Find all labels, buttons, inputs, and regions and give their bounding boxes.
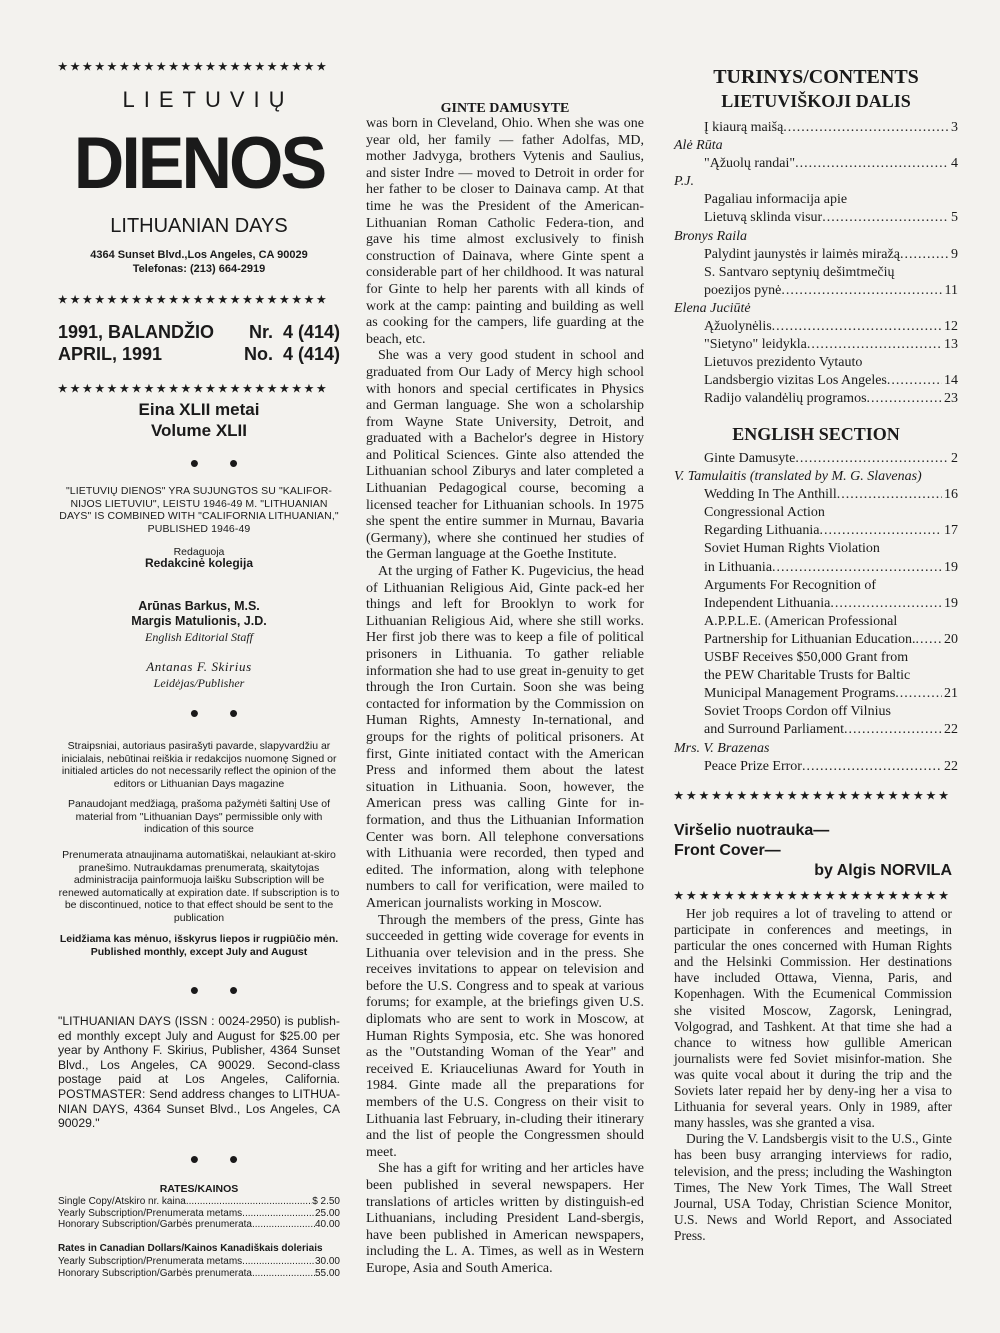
rate-leader xyxy=(186,1196,312,1208)
star-divider: ★★★★★★★★★★★★★★★★★★★★★★ xyxy=(58,383,329,395)
toc-leader xyxy=(807,336,942,354)
issue-lt-number: Nr. 4 (414) xyxy=(248,322,340,342)
canadian-rates-title: Rates in Canadian Dollars/Kainos Kanadiškais doleriais xyxy=(58,1243,323,1254)
toc-entry-title: Partnership for Lithuanian Education. xyxy=(704,631,916,647)
toc-page-number: 22 xyxy=(944,758,958,774)
toc-line xyxy=(674,613,958,631)
rate-leader xyxy=(252,1268,315,1280)
article-paragraph: At the urging of Father K. Pugevicius, the head of Lithuanian Religious Aid, Ginte pack-ed her things and left for Brooklyn to work for Lithuanian Religious Aid, where she still works. Her first job there was to keep a file of political prisoners in Lithuania. To gather reliable information she had to use great in-genuity to get through the Iron Curtain. Soon she was being contacted for information by the Commission on Human Rights, Amnesty In-ternational, and groups for the rights of political prisoners. At first, Ginte initiated contact with the American Press and informed them about the latest situation in Lithuania. Soon, however, the American press was calling Ginte for in-formation, and thus the Lithuanian Information Center was born. All telephone conversations with Lithuania were recorded, then typed and edited. The information, along with telephone numbers to call for verification, were mailed to American journalists working in Moscow. xyxy=(366,564,644,911)
toc-page-number: 22 xyxy=(944,722,958,738)
toc-line-text: Lietuvos prezidento Vytauto xyxy=(704,355,863,371)
rate-label: Yearly Subscription/Prenumerata metams xyxy=(58,1207,243,1219)
canadian-rates-table xyxy=(58,1256,340,1279)
toc-leader xyxy=(822,209,949,227)
article-title: GINTE DAMUSYTE xyxy=(440,101,570,116)
cover-paragraph: During the V. Landsbergis visit to the U.S., Ginte has been busy arranging interviews for radio, television, and the press; including the Washington Times, The New York Times, The Wall Street Journal, USA Today, Christian Science Monitor, U.S. News and World Report, and Associated Press. xyxy=(674,1131,952,1243)
toc-leader xyxy=(867,390,942,408)
toc-line xyxy=(674,191,958,209)
toc-line-text: the PEW Charitable Trusts for Baltic xyxy=(704,668,911,684)
issue-en-date: APRIL, 1991 xyxy=(58,344,163,364)
toc-page-number: 4 xyxy=(951,156,958,172)
star-divider: ★★★★★★★★★★★★★★★★★★★★★★ xyxy=(58,294,329,306)
lt-contents-list xyxy=(674,119,958,409)
toc-line xyxy=(674,540,958,558)
article-paragraph: She has a gift for writing and her articles have been published in several newspapers. Her translations of articles written by distinguish-ed Lithuanians, including President Land-sbergis, have been published in American newspapers, including the L. A. Times, as well as in Western Europe, Asia and South America. xyxy=(366,1161,644,1276)
toc-leader xyxy=(844,721,942,739)
rate-row xyxy=(58,1196,340,1208)
merger-notice: "LIETUVIŲ DIENOS" YRA SUJUNGTOS SU "KALIFOR-NIJOS LIETUVIU", LEISTU 1946-49 M. "LITHUANIAN DAYS" IS COMBINED WITH "CALIFORNIA LITHUANIAN," PUBLISHED 1946-49 xyxy=(59,485,339,535)
toc-entry-title: Palydint jaunystės ir laimės miražą xyxy=(704,246,900,262)
disclaimer: Straipsniai, autoriaus pasirašyti pavarde, slapyvardžiu ar inicialais, nebūtinai reiškia ir redakcijos nuomonę Signed or initialed articles do not necessarily reflect the opinion of the editors or Lithuanian Days magazine xyxy=(61,740,337,790)
toc-page-number: 9 xyxy=(951,246,958,262)
toc-entry-title: Municipal Management Programs xyxy=(704,686,896,702)
toc-leader xyxy=(781,282,942,300)
toc-author: Bronys Raila xyxy=(674,228,747,244)
article-paragraph: Through the members of the press, Ginte has succeeded in getting wide coverage for events in Lithuania over television and in the press. She receives invitations to appear on television and before the U.S. Congress and to speak at various forums; for example, at the briefings given U.S. diplomats who are sent to work in Moscow, at Human Rights Symposia, etc. She was honored as the "Outstanding Woman of the Year" and received E. Kriauceliunas Award for Youth in 1984. Ginte made all the preparations for members of the U.S. Congress on their visit to Lithuania last February, in-cluding their itinerary and the list of people the Congressmen should meet. xyxy=(366,912,644,1160)
toc-author: V. Tamulaitis (translated by M. G. Slavenas) xyxy=(674,469,922,485)
toc-page-number: 19 xyxy=(944,559,958,575)
subscription-notice: Prenumerata atnaujinama automatiškai, nelaukiant at-skiro pranešimo. Nutraukdamas prenumeratą, skaitytojas administracija painformuoja laišku Subscription will be renewed automatically at expiration date. If subscription is to be discontinued, notice to that effect should be sent to the publication xyxy=(58,849,340,924)
toc-entry[interactable] xyxy=(674,721,958,739)
en-contents-list xyxy=(674,450,958,776)
issue-en-number: No. 4 (414) xyxy=(243,344,340,364)
bullet-divider: •• xyxy=(189,698,269,728)
toc-leader xyxy=(895,685,942,703)
toc-line-text: S. Santvaro septynių dešimtmečių xyxy=(704,264,895,280)
toc-entry-title: and Surround Parliament xyxy=(704,722,844,738)
toc-entry[interactable] xyxy=(674,685,958,703)
rate-row xyxy=(58,1219,340,1231)
toc-entry[interactable] xyxy=(674,450,958,468)
toc-leader xyxy=(795,450,949,468)
en-section-title: ENGLISH SECTION xyxy=(732,424,900,444)
toc-entry-title: poezijos pynė xyxy=(704,282,782,298)
toc-leader xyxy=(802,758,942,776)
masthead-lithuanian-days: LITHUANIAN DAYS xyxy=(110,215,288,237)
toc-line-text: USBF Receives $50,000 Grant from xyxy=(704,650,909,666)
toc-line xyxy=(674,649,958,667)
masthead-dienos: DIENOS xyxy=(73,122,325,204)
toc-page-number: 3 xyxy=(951,120,958,135)
toc-leader xyxy=(900,246,949,264)
toc-page-number: 13 xyxy=(944,337,958,353)
star-divider: ★★★★★★★★★★★★★★★★★★★★★★ xyxy=(674,890,952,902)
issn-notice: "LITHUANIAN DAYS (ISSN : 0024-2950) is publish-ed monthly except July and August for $25.00 per year by Anthony F. Skirius, Publisher, 4364 Sunset Blvd., Los Angeles, CA 90029. Second-class postage paid at Los Angeles, California. POSTMASTER: Send address changes to LITHUA-NIAN DAYS, 4364 Sunset Blvd., Los Angeles, CA 90029." xyxy=(58,1014,340,1131)
toc-leader xyxy=(783,119,949,137)
reuse-notice: Panaudojant medžiagą, prašoma pažymėti šaltinį Use of material from "Lithuanian Days" permissible only with indication of this source xyxy=(67,798,331,836)
toc-entry[interactable] xyxy=(674,595,958,613)
toc-entry[interactable] xyxy=(674,372,958,390)
toc-leader xyxy=(830,595,942,613)
rate-leader xyxy=(252,1219,315,1231)
toc-page-number: 2 xyxy=(951,451,958,466)
redaguoja: Redaguoja xyxy=(173,546,225,558)
rate-label: Honorary Subscription/Garbės prenumerata xyxy=(58,1219,252,1231)
toc-page-number: 19 xyxy=(944,595,958,611)
article-paragraph: She was a very good student in school and graduated from Our Lady of Mercy high school with honors and special certificates in Physics and German language. She won a scholarship from Wayne State University, Detroit, and graduated with a Bachelor's degree in History and Political Sciences. Ginte also attended the Lithuanian school Ziburys and later completed a Lithuanian Pedagogical course, becoming a licensed teacher for Lithuanian schools. In 1975 she spent the entire summer in Murnau, Bavaria (Germany), where she continued her studies of the German language at the Goethe Institute. xyxy=(366,348,644,563)
toc-line-text: Soviet Troops Cordon off Vilnius xyxy=(704,704,891,720)
toc-author: Elena Juciūtė xyxy=(674,300,751,316)
toc-entry-title: Wedding In The Anthill xyxy=(704,487,837,503)
article-paragraph: was born in Cleveland, Ohio. When she was one year old, her family — father Adolfas, MD, mother Jadvyga, brothers Vytenis and Saulius, and sister Indre — moved to Detroit in order for her father to be closer to Dainava camp. At that time he was the President of the American-Lithuanian Roman Catholic Federa-tion, and gave his time almost exclusively to finish construction of Dainava, where Ginte spent a considerable part of her childhood. It was natural for Ginte to help her parents with all kinds of work at the camp: painting and building as well as cooking for the campers, life guarding at the beach, etc. xyxy=(366,116,644,347)
bullet-divider: •• xyxy=(189,448,269,478)
rate-row xyxy=(58,1208,340,1220)
toc-entry[interactable] xyxy=(674,119,958,137)
toc-line xyxy=(674,577,958,595)
lt-section-title: LIETUVIŠKOJI DALIS xyxy=(721,91,911,111)
contents-title: TURINYS/CONTENTS xyxy=(713,66,919,88)
staff-member: Arūnas Barkus, M.S. xyxy=(138,599,260,613)
rate-row xyxy=(58,1256,340,1268)
bullet-divider: •• xyxy=(189,1144,269,1174)
toc-entry-title: Ąžuolynėlis xyxy=(704,319,772,335)
phone: Telefonas: (213) 664-2919 xyxy=(132,263,266,275)
toc-line xyxy=(674,504,958,522)
toc-entry[interactable] xyxy=(674,318,958,336)
toc-line-text: Soviet Human Rights Violation xyxy=(704,541,880,557)
toc-page-number: 5 xyxy=(951,210,958,226)
toc-entry-title: Lietuvą sklinda visur xyxy=(704,210,823,226)
year-en: Volume XLII xyxy=(150,421,248,440)
toc-entry-title: Ginte Damusyte xyxy=(704,451,796,466)
star-divider: ★★★★★★★★★★★★★★★★★★★★★★ xyxy=(674,790,952,802)
toc-line-text: A.P.P.L.E. (American Professional xyxy=(704,613,898,629)
toc-page-number: 17 xyxy=(944,523,958,539)
toc-entry-title: Landsbergio vizitas Los Angeles xyxy=(704,373,887,389)
issue-lt-date: 1991, BALANDŽIO xyxy=(58,322,215,342)
toc-author: P.J. xyxy=(674,174,694,190)
rate-label: Honorary Subscription/Garbės prenumerata xyxy=(58,1267,252,1279)
rate-price: 55.00 xyxy=(314,1267,340,1279)
bullet-divider: •• xyxy=(189,975,269,1005)
toc-entry[interactable] xyxy=(674,486,958,504)
rate-label: Single Copy/Atskiro nr. kaina xyxy=(58,1196,186,1207)
rate-row xyxy=(58,1268,340,1280)
toc-entry-title: Peace Prize Error xyxy=(704,758,802,774)
toc-author: Mrs. V. Brazenas xyxy=(674,740,770,756)
cover-paragraph: Her job requires a lot of traveling to attend or participate in conferences and meetings, in particular the ones concerned with Human Rights and the Helsinki Commission. Her destinations have included Ottawa, Vienna, Paris, and Kopenhagen. With the Ecumenical Commission she visited Moscow, Zagorsk, Leningrad, Volgograd, and Tashkent. At that time she had a chance to witness how gullible American journalists were fed Soviet misinfor-mation. She was quite vocal about it during the trip and the Soviets later repaid her by deny-ing her a visa to Lithuania for several years. Only in 1989, after many hassles, was she granted a visa. xyxy=(674,906,952,1131)
toc-entry[interactable] xyxy=(674,390,958,408)
editorial-board: Redakcinė kolegija xyxy=(144,556,254,570)
toc-page-number: 11 xyxy=(944,282,958,298)
rate-leader xyxy=(242,1208,315,1220)
article-body xyxy=(366,116,644,1278)
cover-title-lt: Viršelio nuotrauka— xyxy=(674,822,830,839)
toc-leader xyxy=(837,486,942,504)
toc-entry-title: Radijo valandėlių programos xyxy=(704,391,867,407)
toc-entry-title: "Ąžuolų randai" xyxy=(704,156,796,172)
toc-entry[interactable] xyxy=(674,336,958,354)
toc-entry[interactable] xyxy=(674,209,958,227)
publisher-name: Antanas F. Skirius xyxy=(146,659,252,674)
toc-line xyxy=(674,703,958,721)
toc-entry[interactable] xyxy=(674,246,958,264)
toc-entry[interactable] xyxy=(674,559,958,577)
toc-line xyxy=(674,667,958,685)
toc-page-number: 16 xyxy=(944,487,958,503)
cover-byline: by Algis NORVILA xyxy=(814,862,952,879)
publisher-label: Leidėjas/Publisher xyxy=(153,676,245,690)
toc-line-text: Congressional Action xyxy=(704,505,825,521)
toc-page-number: 23 xyxy=(944,391,958,407)
toc-line xyxy=(674,354,958,372)
toc-entry-title: "Sietyno" leidykla xyxy=(704,337,807,353)
masthead-lietuviu: LIETUVIŲ xyxy=(122,87,294,112)
toc-entry[interactable] xyxy=(674,522,958,540)
toc-entry[interactable] xyxy=(674,758,958,776)
rate-label: Yearly Subscription/Prenumerata metams xyxy=(58,1256,243,1267)
toc-line-text: Pagaliau informacija apie xyxy=(704,192,848,208)
rates-table xyxy=(58,1196,340,1231)
toc-entry-title: Į kiaurą maišą xyxy=(704,120,784,135)
toc-leader xyxy=(819,522,942,540)
toc-leader xyxy=(887,372,942,390)
toc-leader xyxy=(772,559,942,577)
staff-member: Margis Matulionis, J.D. xyxy=(131,614,267,628)
cover-title-en: Front Cover— xyxy=(674,842,781,859)
rate-price: $ 2.50 xyxy=(312,1196,340,1207)
toc-entry[interactable] xyxy=(674,155,958,173)
toc-entry[interactable] xyxy=(674,282,958,300)
rates-title: RATES/KAINOS xyxy=(159,1183,239,1195)
toc-page-number: 20 xyxy=(944,631,958,647)
toc-entry-title: in Lithuania xyxy=(704,559,773,575)
cover-text xyxy=(674,906,952,1244)
toc-page-number: 21 xyxy=(944,686,958,702)
toc-entry-title: Regarding Lithuania xyxy=(704,523,820,539)
year-lt: Eina XLII metai xyxy=(138,400,260,419)
publishing-schedule: Leidžiama kas mėnuo, išskyrus liepos ir rugpiūčio mėn. Published monthly, except July and August xyxy=(59,933,339,958)
toc-line-text: Arguments For Recognition of xyxy=(704,577,877,593)
toc-page-number: 12 xyxy=(944,319,958,335)
toc-author: Alė Rūta xyxy=(674,138,723,154)
toc-entry-title: Independent Lithuania xyxy=(704,595,831,611)
toc-entry[interactable] xyxy=(674,631,958,649)
address: 4364 Sunset Blvd.,Los Angeles, CA 90029 xyxy=(90,249,308,261)
toc-leader xyxy=(772,318,942,336)
rate-price: 30.00 xyxy=(314,1256,340,1267)
toc-page-number: 14 xyxy=(944,373,958,389)
rate-price: 40.00 xyxy=(314,1219,340,1231)
rate-price: 25.00 xyxy=(314,1207,340,1219)
toc-leader xyxy=(795,155,949,173)
staff-label: English Editorial Staff xyxy=(144,630,253,644)
toc-leader xyxy=(916,631,943,649)
toc-line xyxy=(674,264,958,282)
rate-leader xyxy=(242,1256,315,1268)
star-divider: ★★★★★★★★★★★★★★★★★★★★★★ xyxy=(58,61,329,73)
